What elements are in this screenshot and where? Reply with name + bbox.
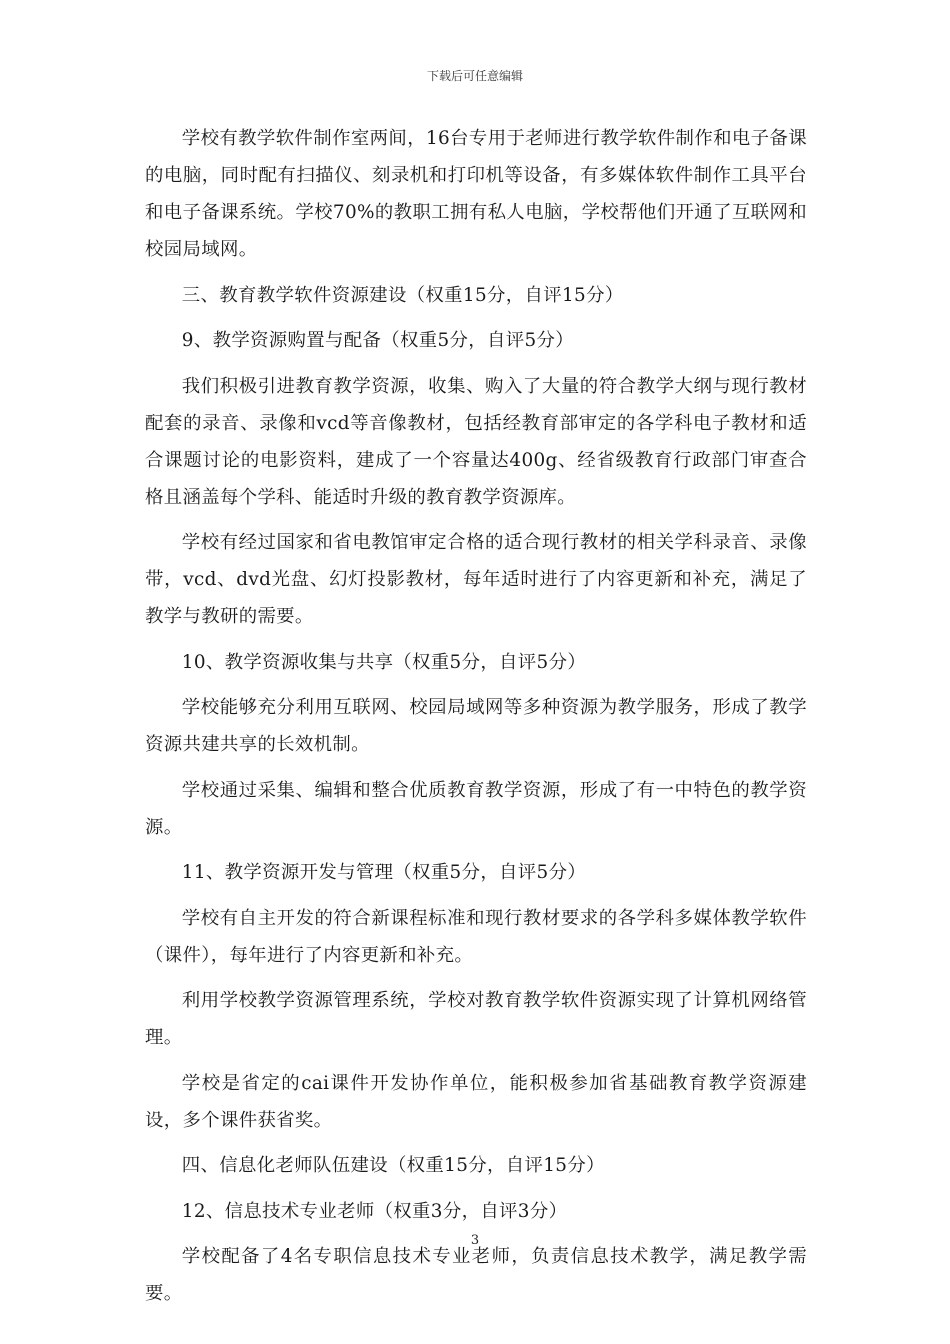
paragraph: 学校有自主开发的符合新课程标准和现行教材要求的各学科多媒体教学软件（课件），每年进行了内容更新和补充。 (145, 907, 807, 966)
section-heading: 三、教育教学软件资源建设（权重15分，自评15分） (181, 284, 624, 306)
paragraph: 学校能够充分利用互联网、校园局域网等多种资源为教学服务，形成了教学资源共建共享的长效机制。 (145, 697, 807, 755)
paragraph: 学校通过采集、编辑和整合优质教育教学资源，形成了有一中特色的教学资源。 (145, 779, 807, 838)
section-heading: 四、信息化老师队伍建设（权重15分，自评15分） (181, 1155, 605, 1176)
paragraph: 学校是省定的cai课件开发协作单位，能积极参加省基础教育教学资源建设，多个课件获省奖。 (145, 1072, 807, 1131)
paragraph: 学校有教学软件制作室两间，16台专用于老师进行教学软件制作和电子备课的电脑，同时配有扫描仪、刻录机和打印机等设备，有多媒体软件制作工具平台和电子备课系统。学校70%的教职工拥有私人电脑，学校帮他们开通了互联网和校园局域网。 (145, 128, 807, 260)
subsection-heading: 9、教学资源购置与配备（权重5分，自评5分） (181, 330, 575, 351)
paragraph: 利用学校教学资源管理系统，学校对教育教学软件资源实现了计算机网络管理。 (145, 990, 807, 1048)
paragraph: 学校配备了4名专职信息技术专业老师，负责信息技术教学，满足教学需要。 (145, 1246, 807, 1304)
document-body (145, 120, 807, 1321)
subsection-heading: 12、信息技术专业老师（权重3分，自评3分） (181, 1200, 568, 1222)
subsection-heading: 11、教学资源开发与管理（权重5分，自评5分） (181, 862, 587, 883)
paragraph: 我们积极引进教育教学资源，收集、购入了大量的符合教学大纲与现行教材配套的录音、录像和vcd等音像教材，包括经教育部审定的各学科电子教材和适合课题讨论的电影资料，建成了一个容量达400g、经省级教育行政部门审查合格且涵盖每个学科、能适时升级的教育教学资源库。 (145, 375, 807, 508)
subsection-heading: 10、教学资源收集与共享（权重5分，自评5分） (181, 651, 587, 673)
page-number: 3 (470, 1233, 480, 1248)
paragraph: 学校有经过国家和省电教馆审定合格的适合现行教材的相关学科录音、录像带，vcd、dvd光盘、幻灯投影教材，每年适时进行了内容更新和补充，满足了教学与教研的需要。 (145, 532, 807, 627)
page-header: 下载后可任意编辑 (426, 69, 523, 83)
